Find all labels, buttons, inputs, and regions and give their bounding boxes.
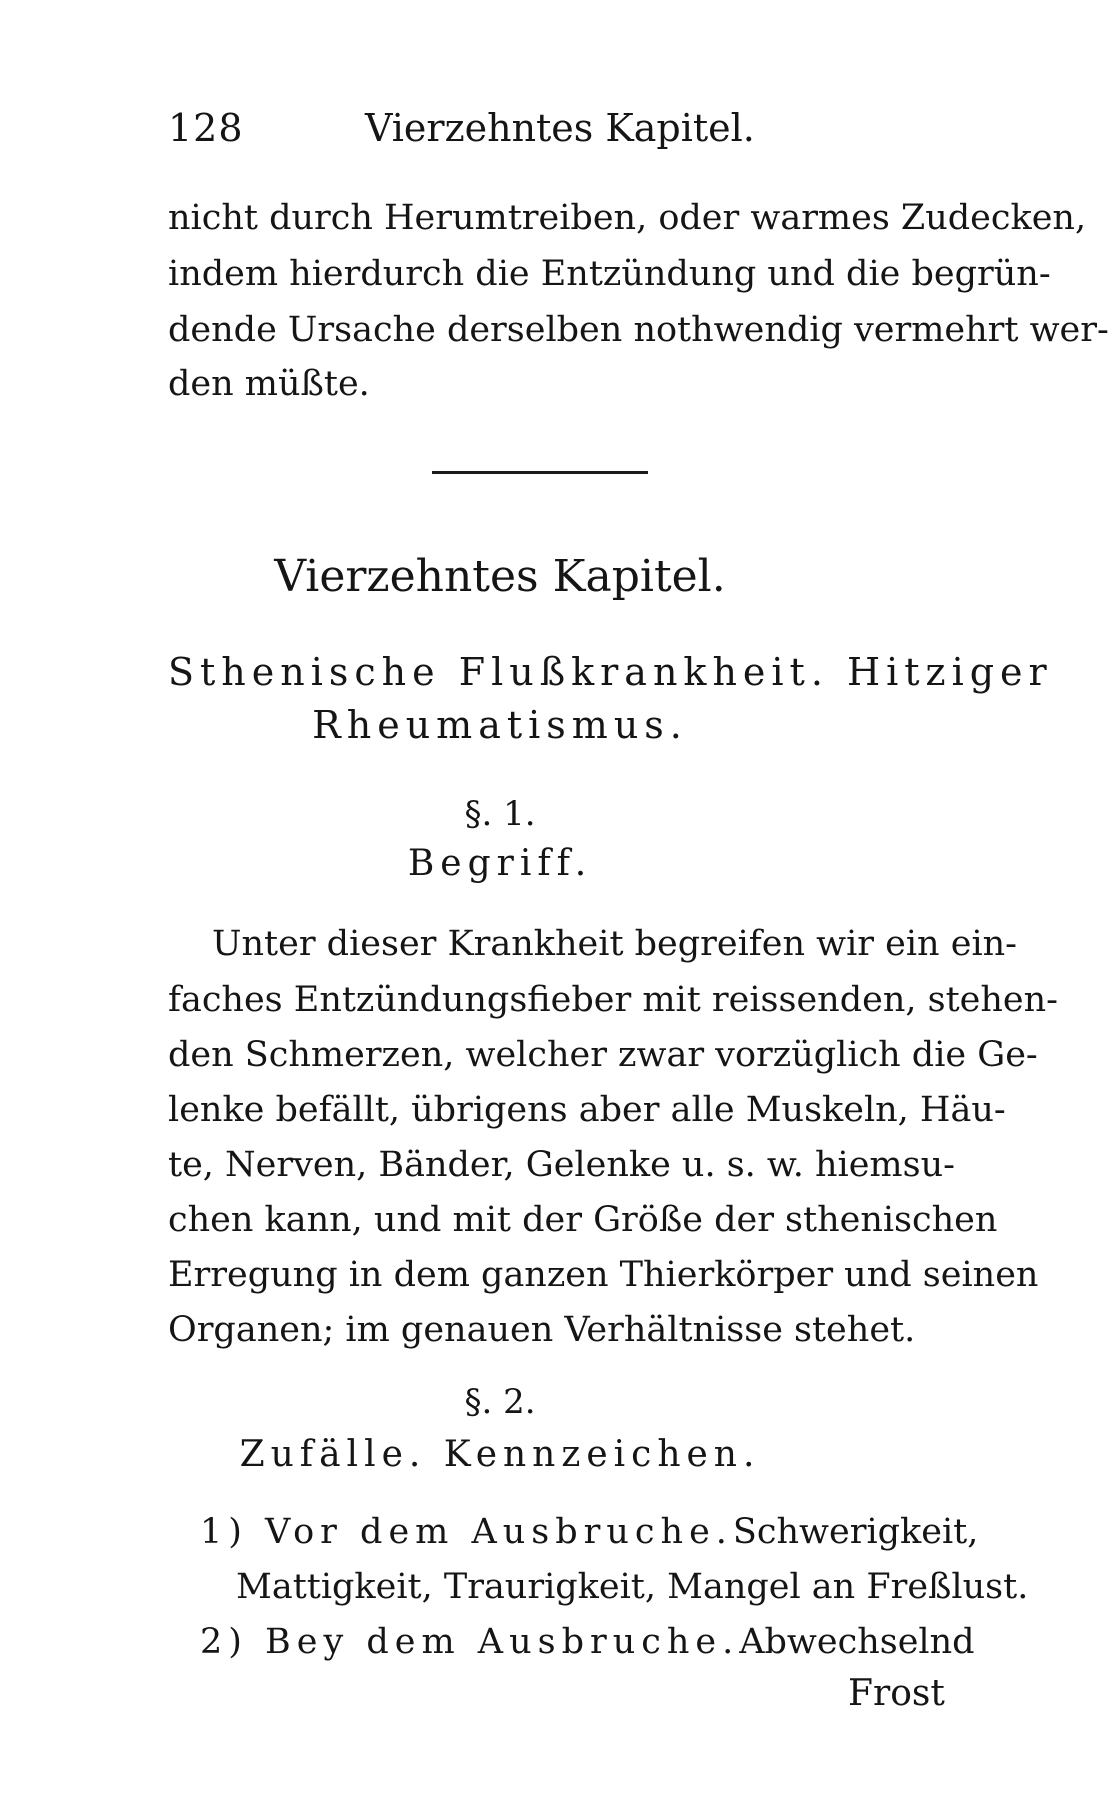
list-item-1-text: Schwerigkeit, xyxy=(732,1512,979,1552)
intro-line-2: indem hierdurch die Entzündung und die begrün- xyxy=(168,254,1051,294)
catchword: Frost xyxy=(848,1673,945,1714)
paragraph-number-1: §. 1. xyxy=(464,794,536,834)
intro-line-1: nicht durch Herumtreiben, oder warmes Zudecken, xyxy=(168,198,1087,238)
body-line-7: Erregung in dem ganzen Thierkörper und seinen xyxy=(168,1255,1039,1295)
page-number: 128 xyxy=(168,106,244,150)
chapter-title: Vierzehntes Kapitel. xyxy=(274,551,726,602)
paragraph-title-2: Zufälle. Kennzeichen. xyxy=(239,1434,761,1475)
intro-line-3: dende Ursache derselben nothwendig vermehrt wer- xyxy=(168,310,1109,350)
body-line-1: Unter dieser Krankheit begreifen wir ein ein- xyxy=(212,924,1017,964)
list-item-1-continuation: Mattigkeit, Traurigkeit, Mangel an Freßlust. xyxy=(236,1567,1029,1607)
intro-line-4: den müßte. xyxy=(168,364,370,404)
body-line-8: Organen; im genauen Verhältnisse stehet. xyxy=(168,1310,916,1350)
paragraph-number-2: §. 2. xyxy=(464,1382,536,1422)
section-divider-rule xyxy=(432,471,648,474)
body-line-6: chen kann, und mit der Größe der sthenischen xyxy=(168,1200,998,1240)
list-item-1 xyxy=(200,1510,979,1554)
paragraph-title-1: Begriff. xyxy=(407,843,593,884)
body-line-3: den Schmerzen, welcher zwar vorzüglich die Ge- xyxy=(168,1035,1038,1075)
chapter-subtitle-line-2: Rheumatismus. xyxy=(312,703,688,747)
list-item-2 xyxy=(200,1620,975,1664)
running-title: Vierzehntes Kapitel. xyxy=(365,106,755,150)
chapter-subtitle-line-1: Sthenische Flußkrankheit. Hitziger xyxy=(168,650,1053,694)
list-item-2-text: Abwechselnd xyxy=(739,1622,975,1662)
list-item-1-label: 1) Vor dem Ausbruche. xyxy=(200,1512,733,1552)
list-item-2-label: 2) Bey dem Ausbruche. xyxy=(200,1622,740,1662)
body-line-2: faches Entzündungsfieber mit reissenden, stehen- xyxy=(168,980,1058,1020)
body-line-5: te, Nerven, Bänder, Gelenke u. s. w. hiemsu- xyxy=(168,1145,955,1185)
body-line-4: lenke befällt, übrigens aber alle Muskeln, Häu- xyxy=(168,1090,1006,1130)
